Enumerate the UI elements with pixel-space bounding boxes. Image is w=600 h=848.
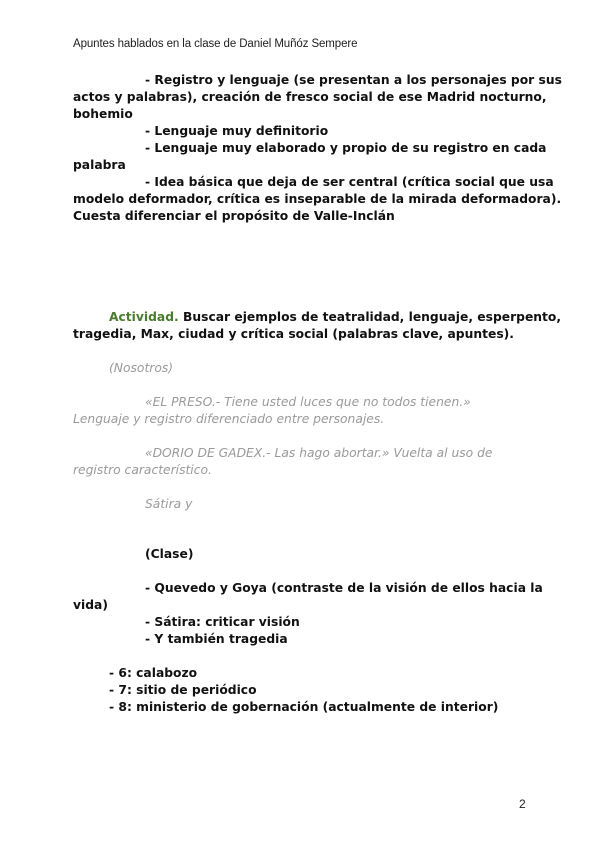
note-line: palabra (73, 158, 126, 172)
note-line: - Idea básica que deja de ser central (crítica social que usa (145, 175, 554, 189)
note-line: - Lenguaje muy elaborado y propio de su registro en cada (145, 141, 547, 155)
quote-line: Lenguaje y registro diferenciado entre personajes. (73, 412, 385, 426)
quote-line: registro característico. (73, 463, 212, 477)
list-item: - 6: calabozo (109, 666, 198, 680)
list-item: - 8: ministerio de gobernación (actualmente de interior) (109, 700, 499, 714)
activity-text: Buscar ejemplos de teatralidad, lenguaje, esperpento, (183, 310, 562, 324)
quote-line: «EL PRESO.- Tiene usted luces que no todos tienen.» (145, 395, 471, 409)
note-line: - Lenguaje muy definitorio (145, 124, 329, 138)
page-number: 2 (519, 797, 526, 811)
activity-line: tragedia, Max, ciudad y crítica social (palabras clave, apuntes). (73, 327, 514, 341)
note-line: modelo deformador, crítica es inseparable de la mirada deformadora). (73, 192, 562, 206)
clase-line: - Y también tragedia (145, 632, 288, 646)
note-line: bohemio (73, 107, 133, 121)
clase-line: - Sátira: criticar visión (145, 615, 300, 629)
quote-line: Sátira y (145, 497, 193, 511)
activity-line (109, 309, 561, 326)
note-line: - Registro y lenguaje (se presentan a los personajes por sus (145, 73, 562, 87)
clase-heading: (Clase) (145, 547, 194, 561)
quote-line: «DORIO DE GADEX.- Las hago abortar.» Vuelta al uso de (145, 446, 493, 460)
clase-line: vida) (73, 598, 108, 612)
note-line: Cuesta diferenciar el propósito de Valle-Inclán (73, 209, 395, 223)
list-item: - 7: sitio de periódico (109, 683, 257, 697)
page-header: Apuntes hablados en la clase de Daniel Muñóz Sempere (73, 38, 358, 50)
nosotros-heading: (Nosotros) (109, 361, 174, 375)
activity-label: Actividad. (109, 310, 179, 324)
note-line: actos y palabras), creación de fresco social de ese Madrid nocturno, (73, 90, 547, 104)
clase-line: - Quevedo y Goya (contraste de la visión de ellos hacia la (145, 581, 543, 595)
